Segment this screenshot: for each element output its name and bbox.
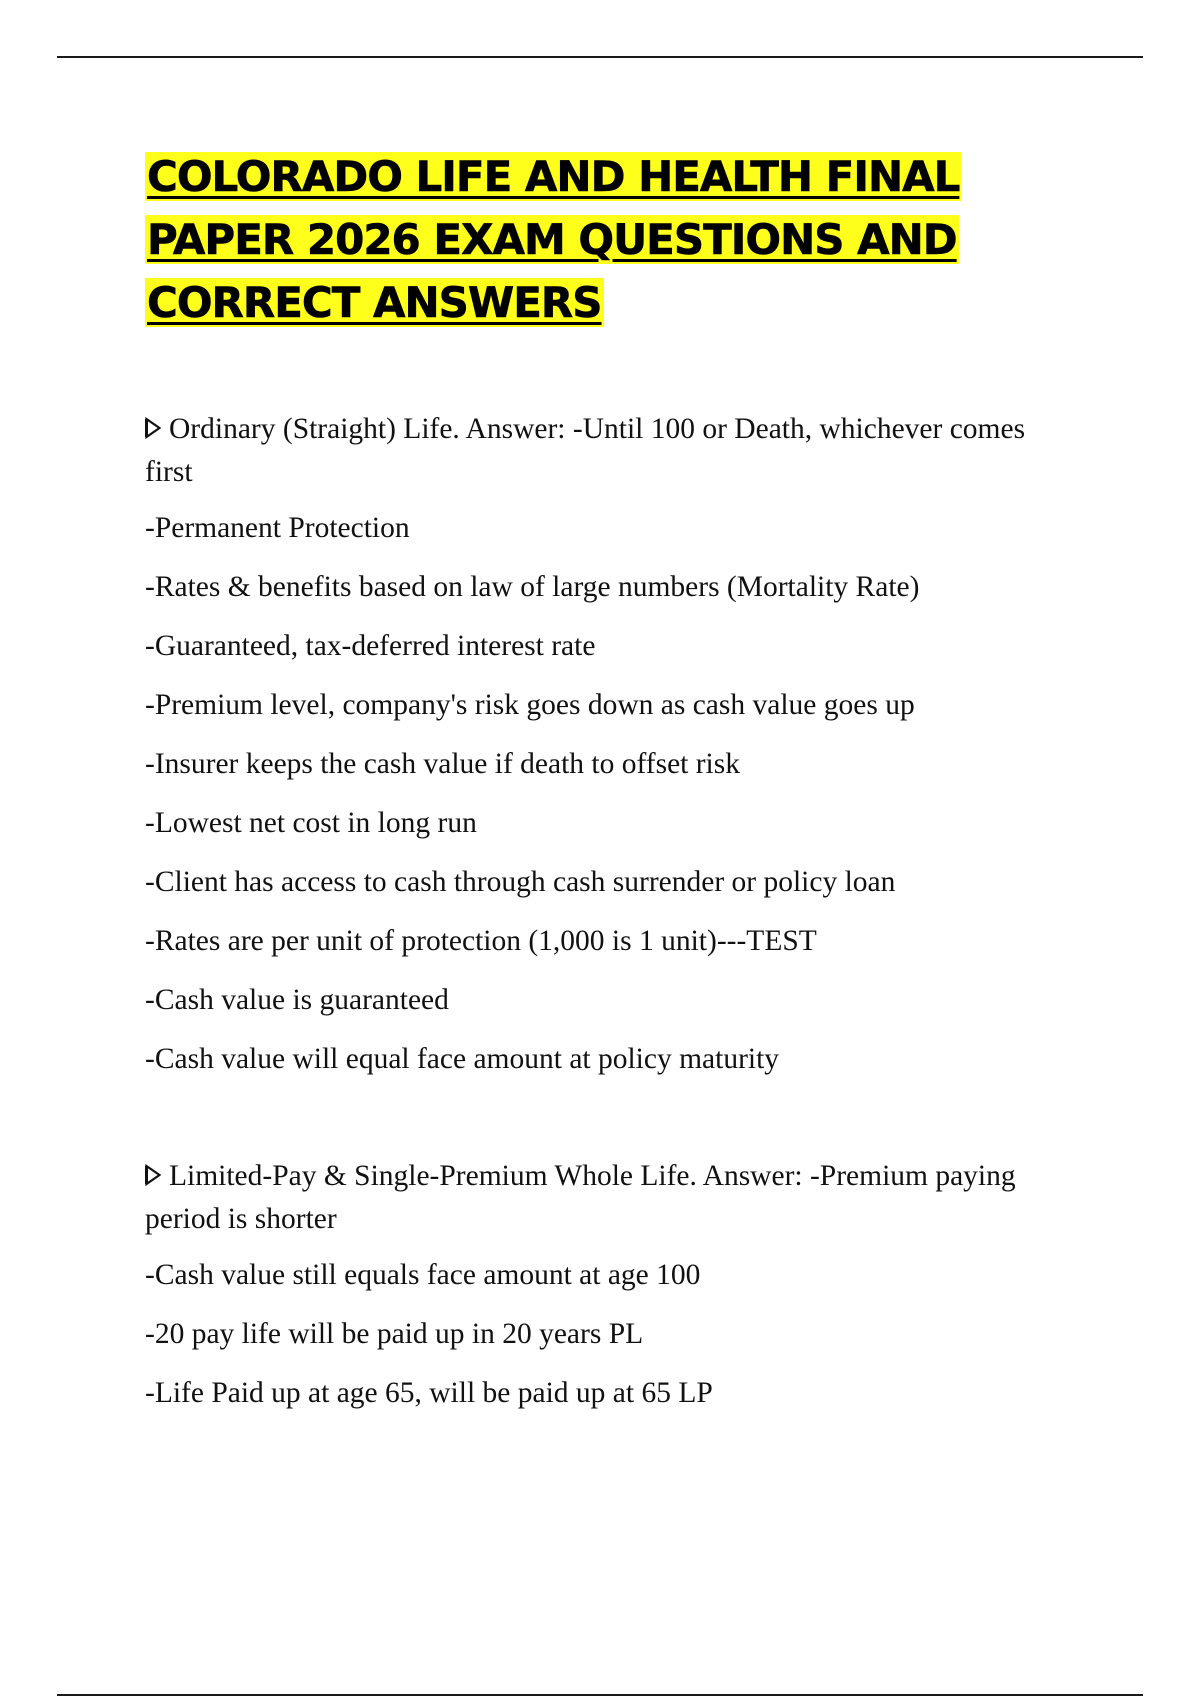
answer-line: -Premium level, company's risk goes down as cash value goes up	[145, 689, 915, 721]
answer-line: -Life Paid up at age 65, will be paid up at 65 LP	[145, 1377, 713, 1409]
document-title-text: COLORADO LIFE AND HEALTH FINAL PAPER 2026 EXAM QUESTIONS AND CORRECT ANSWERS	[147, 152, 960, 327]
answer-line: -Rates are per unit of protection (1,000 is 1 unit)---TEST	[145, 925, 817, 957]
answer-line: -Permanent Protection	[145, 512, 410, 544]
answer-line: -Cash value still equals face amount at age 100	[145, 1259, 701, 1291]
triangle-arrow-icon	[145, 417, 161, 439]
answer-line: -Cash value will equal face amount at policy maturity	[145, 1043, 780, 1075]
block-spacer	[145, 1097, 1045, 1155]
answer-line: -Client has access to cash through cash surrender or policy loan	[145, 866, 896, 898]
question-text: Ordinary (Straight) Life. Answer: -Until 100 or Death, whichever comes first	[145, 413, 1026, 488]
qa-block-limited-pay	[145, 1155, 1045, 1431]
question	[145, 408, 1045, 494]
question	[145, 1155, 1045, 1241]
answer-line: -Insurer keeps the cash value if death to offset risk	[145, 748, 740, 780]
document-title	[145, 145, 1045, 334]
answer-line: -Rates & benefits based on law of large numbers (Mortality Rate)	[145, 571, 920, 603]
answer-line: -20 pay life will be paid up in 20 years PL	[145, 1318, 644, 1350]
qa-block-ordinary-life	[145, 408, 1045, 1097]
answer-line: -Lowest net cost in long run	[145, 807, 477, 839]
answer-line: -Cash value is guaranteed	[145, 984, 449, 1016]
bottom-rule	[57, 1694, 1143, 1696]
answer-line: -Guaranteed, tax-deferred interest rate	[145, 630, 596, 662]
triangle-arrow-icon	[145, 1164, 161, 1186]
top-rule	[57, 56, 1143, 58]
document-body	[145, 408, 1045, 1431]
question-text: Limited-Pay & Single-Premium Whole Life. Answer: -Premium paying period is shorter	[145, 1160, 1016, 1235]
